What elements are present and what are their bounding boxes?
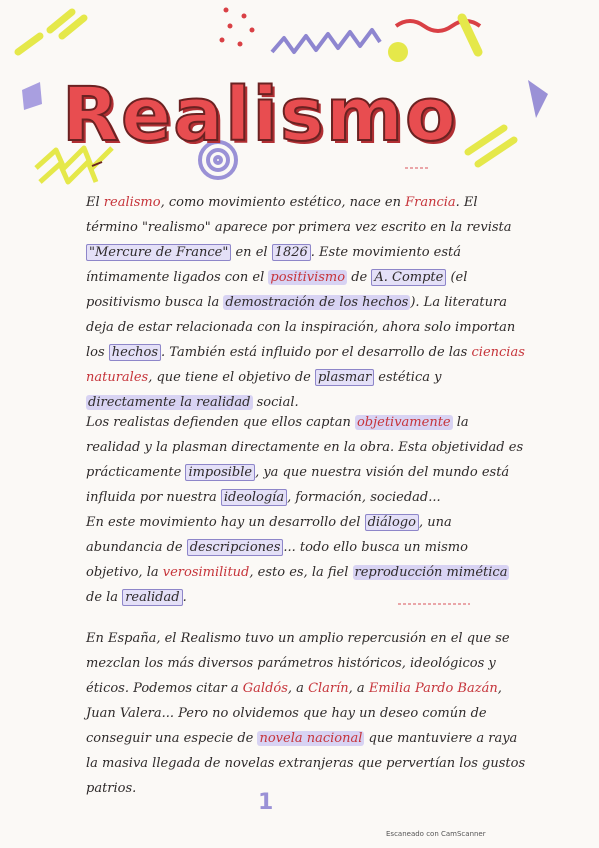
yellow-stripe-right bbox=[468, 128, 514, 164]
purple-triangle bbox=[528, 80, 548, 118]
page-number: 1 bbox=[258, 790, 274, 815]
purple-zigzag bbox=[272, 30, 380, 52]
paragraph-techniques: En este movimiento hay un desarrollo del diálogo , una abundancia de descripciones ... todo ello busca un mismo objetivo, la verosimilitud, esto es, la fiel reproducción mimética de la realidad . bbox=[86, 515, 508, 605]
scanner-footer: Escaneado con CamScanner bbox=[386, 830, 486, 838]
page-title: Realismo bbox=[62, 72, 458, 158]
paragraph-spain: En España, el Realismo tuvo un amplio repercusión en el que se mezclan los más diversos parámetros históricos, ideológicos y éticos. Podemos citar a Galdós, a Clarín, a Emilia Pardo Bazán, Juan Valera... Pero no olvidemos que hay un deseo común de conseguir una especie de novela nacional que mantuviere a raya la masiva llegada de novelas extranjeras que pervertían los gustos patrios. bbox=[86, 631, 526, 796]
red-dots bbox=[220, 8, 255, 47]
yellow-stripe-top-left bbox=[18, 12, 84, 52]
yellow-dot bbox=[388, 42, 408, 62]
paragraph-origins: El realismo, como movimiento estético, nace en Francia. El término "realismo" aparece por primera vez escrito en la revista "Mercure de France" en el 1826 . Este movimiento está íntimamente ligados con el positivismo de A. Compte (el positivismo busca la demostración de los hechos ). La literatura deja de estar relacionada con la inspiración, ahora solo importan los hechos . También está influido por el desarrollo de las ciencias naturales, que tiene el objetivo de plasmar estética y directamente la realidad social. bbox=[86, 195, 525, 410]
purple-patch-left bbox=[22, 82, 42, 110]
paragraph-objectivity: Los realistas defienden que ellos captan objetivamente la realidad y la plasman directamente en la obra. Esta objetividad es prácticamente imposible , ya que nuestra visión del mundo está influida por nuestra ideología , formación, sociedad... bbox=[86, 415, 524, 505]
